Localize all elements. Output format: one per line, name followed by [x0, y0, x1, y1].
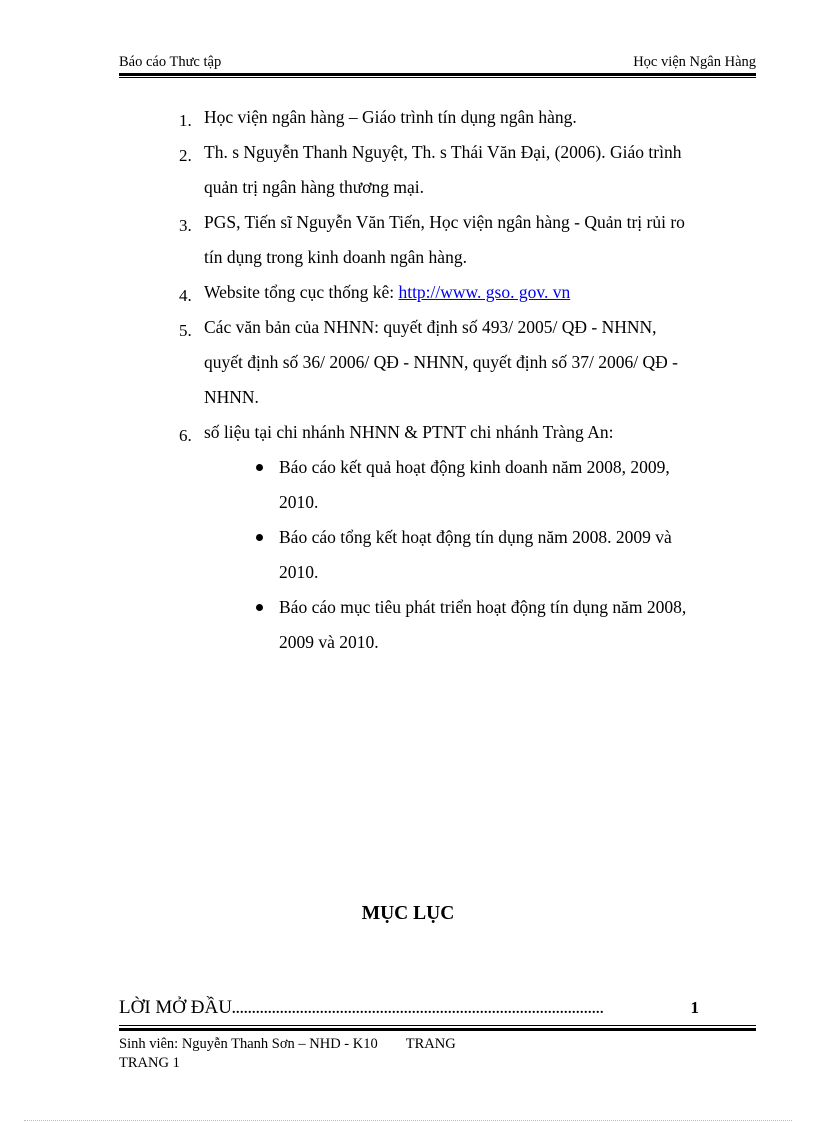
reference-text: số liệu tại chi nhánh NHNN & PTNT chi nhánh Tràng An:	[204, 422, 614, 442]
reference-number: 3.	[179, 216, 192, 235]
toc-entry-label: LỜI MỞ ĐẦU	[119, 997, 232, 1018]
header-rule-thin	[119, 77, 756, 78]
sub-item-text: Báo cáo kết quả hoạt động kinh doanh năm 2008, 2009, 2010.	[279, 457, 670, 512]
reference-item	[176, 415, 696, 660]
reference-item	[176, 100, 696, 135]
bullet-icon	[256, 604, 263, 611]
reference-number: 2.	[179, 146, 192, 165]
header-rule-thick	[119, 73, 756, 76]
sub-item	[254, 590, 696, 660]
reference-text: PGS, Tiến sĩ Nguyễn Văn Tiến, Học viện ngân hàng - Quản trị rủi ro tín dụng trong kinh doanh ngân hàng.	[204, 212, 685, 267]
reference-text: Th. s Nguyễn Thanh Nguyệt, Th. s Thái Văn Đại, (2006). Giáo trình quản trị ngân hàng thương mại.	[204, 142, 682, 197]
page-footer	[119, 1035, 456, 1073]
footer-page-label: TRANG	[405, 1036, 456, 1052]
reference-item	[176, 205, 696, 275]
reference-number: 1.	[179, 111, 192, 130]
toc-title: MỤC LỤC	[361, 903, 455, 924]
bullet-icon	[256, 464, 263, 471]
reference-list	[176, 100, 696, 660]
sub-item	[254, 450, 696, 520]
footer-page-number: TRANG 1	[119, 1055, 180, 1071]
reference-number: 6.	[179, 426, 192, 445]
sub-item	[254, 520, 696, 590]
website-link[interactable]: http://www. gso. gov. vn	[398, 282, 571, 302]
reference-item	[176, 135, 696, 205]
page-header	[119, 54, 756, 72]
reference-text: Website tổng cục thống kê:	[204, 282, 399, 302]
sub-item-text: Báo cáo mục tiêu phát triển hoạt động tín dụng năm 2008, 2009 và 2010.	[279, 597, 687, 652]
header-left-text: Báo cáo Thưc tập	[119, 54, 222, 70]
header-right-text: Học viện Ngân Hàng	[633, 54, 756, 70]
page-edge-dotted	[24, 1120, 792, 1121]
reference-item	[176, 275, 696, 310]
toc-entry[interactable]	[119, 996, 699, 1022]
sub-item-text: Báo cáo tổng kết hoạt động tín dụng năm 2008. 2009 và 2010.	[279, 527, 672, 582]
sub-item-list	[204, 450, 696, 660]
toc-entry-page: 1	[690, 998, 699, 1017]
footer-student-text: Sinh viên: Nguyễn Thanh Sơn – NHD - K10	[119, 1036, 378, 1052]
reference-item	[176, 310, 696, 415]
reference-text: Các văn bản của NHNN: quyết định số 493/ 2005/ QĐ - NHNN, quyết định số 36/ 2006/ QĐ - NHNN, quyết định số 37/ 2006/ QĐ - NHNN.	[204, 317, 678, 407]
reference-number: 5.	[179, 321, 192, 340]
bullet-icon	[256, 534, 263, 541]
toc-entry-leader: .............................................................................................	[231, 1002, 604, 1017]
reference-number: 4.	[179, 286, 192, 305]
reference-text: Học viện ngân hàng – Giáo trình tín dụng ngân hàng.	[204, 107, 577, 127]
footer-line-1	[119, 1035, 456, 1054]
footer-rule-thin	[119, 1025, 756, 1026]
footer-rule-thick	[119, 1028, 756, 1031]
